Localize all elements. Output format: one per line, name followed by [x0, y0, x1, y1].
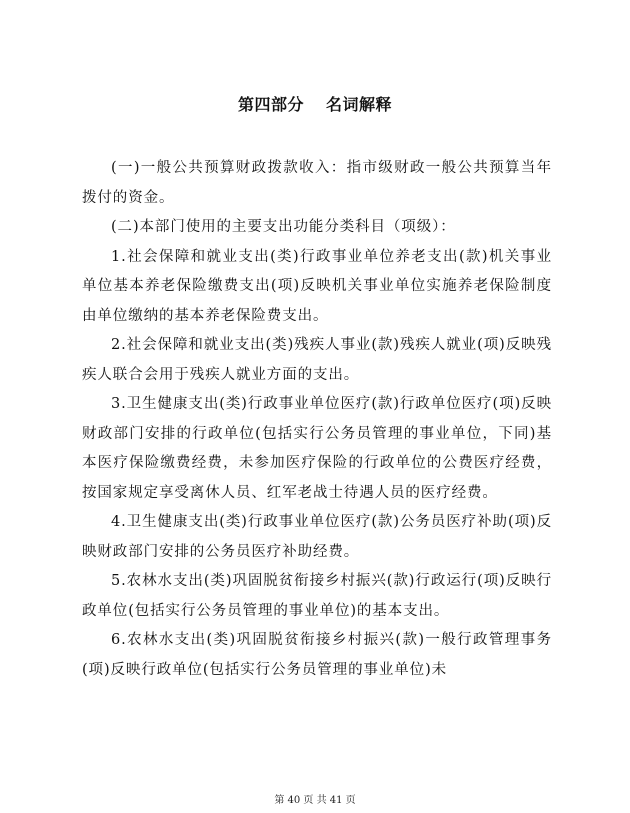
paragraph-item-5: 5.农林水支出(类)巩固脱贫衔接乡村振兴(款)行政运行(项)反映行政单位(包括实行公务员管理的事业单位)的基本支出。	[82, 573, 552, 619]
paragraph-general-budget-income: (一)一般公共预算财政拨款收入：指市级财政一般公共预算当年拨付的资金。	[82, 160, 552, 206]
paragraph-item-6: 6.农林水支出(类)巩固脱贫衔接乡村振兴(款)一般行政管理事务(项)反映行政单位(包括实行公务员管理的事业单位)未	[82, 632, 552, 678]
paragraph-item-3: 3.卫生健康支出(类)行政事业单位医疗(款)行政单位医疗(项)反映财政部门安排的行政单位(包括实行公务员管理的事业单位，下同)基本医疗保险缴费经费，未参加医疗保险的行政单位的公费医疗经费，按国家规定享受离休人员、红军老战士待遇人员的医疗经费。	[82, 396, 552, 501]
paragraph-item-2: 2.社会保障和就业支出(类)残疾人事业(款)残疾人就业(项)反映残疾人联合会用于残疾人就业方面的支出。	[82, 337, 552, 383]
section-label: 第四部分	[237, 95, 304, 114]
document-body	[82, 154, 552, 685]
page-footer: 第 40 页 共 41 页	[274, 795, 356, 806]
paragraph-item-1: 1.社会保障和就业支出(类)行政事业单位养老支出(款)机关事业单位基本养老保险缴费支出(项)反映机关事业单位实施养老保险制度由单位缴纳的基本养老保险费支出。	[82, 248, 552, 324]
page-title	[0, 92, 630, 115]
paragraph-item-4: 4.卫生健康支出(类)行政事业单位医疗(款)公务员医疗补助(项)反映财政部门安排的公务员医疗补助经费。	[82, 514, 552, 560]
paragraph-expenditure-categories-intro: (二)本部门使用的主要支出功能分类科目（项级）：	[111, 219, 456, 235]
section-title: 名词解释	[326, 95, 393, 114]
